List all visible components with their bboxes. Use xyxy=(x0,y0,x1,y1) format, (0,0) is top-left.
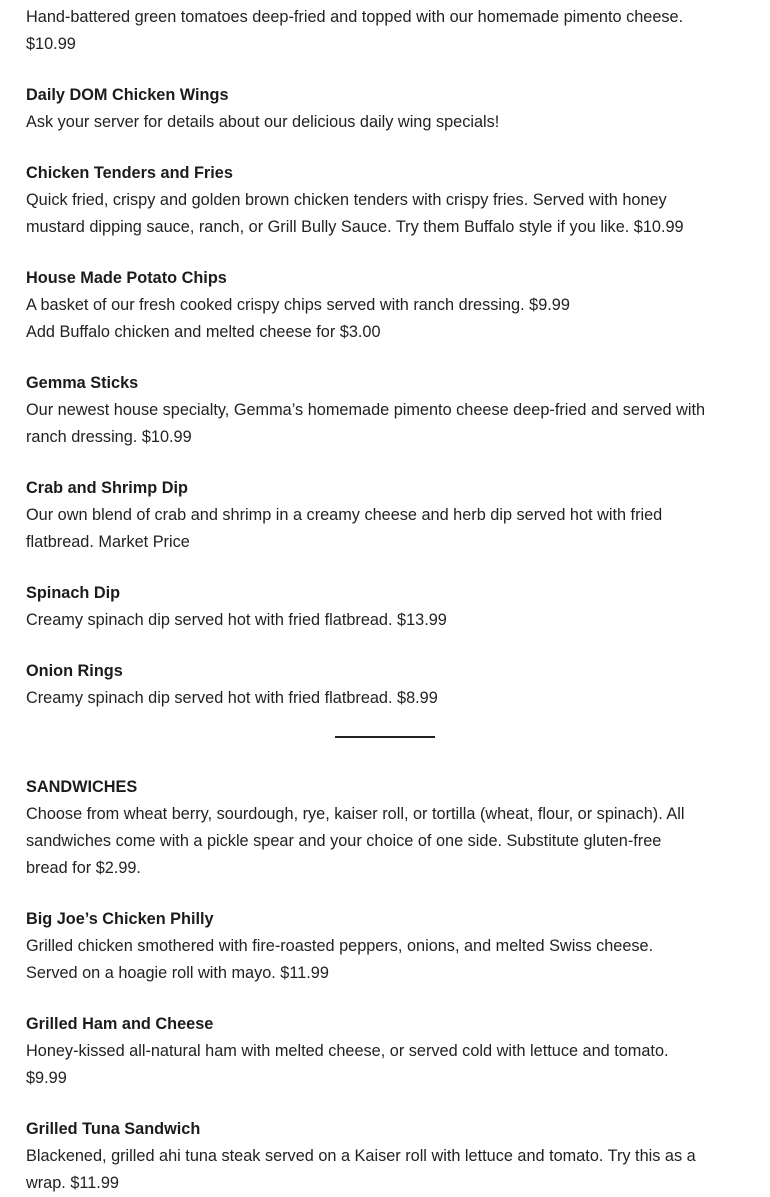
menu-item-description: mustard dipping sauce, ranch, or Grill Bully Sauce. Try them Buffalo style if you like. $10.99 xyxy=(26,218,684,236)
section-divider-wrap xyxy=(26,736,744,774)
section-description: bread for $2.99. xyxy=(26,859,141,877)
appetizer-intro xyxy=(26,0,744,58)
menu-item-grilled-tuna-sandwich xyxy=(26,1116,744,1197)
menu-item-description: Blackened, grilled ahi tuna steak served on a Kaiser roll with lettuce and tomato. Try this as a xyxy=(26,1147,696,1165)
menu-item-description: Served on a hoagie roll with mayo. $11.99 xyxy=(26,964,329,982)
section-description: Choose from wheat berry, sourdough, rye, kaiser roll, or tortilla (wheat, flour, or spinach). All xyxy=(26,805,685,823)
menu-item-addon: Add Buffalo chicken and melted cheese for $3.00 xyxy=(26,323,381,341)
menu-item-description: flatbread. Market Price xyxy=(26,533,190,551)
menu-item-house-made-potato-chips xyxy=(26,265,744,346)
menu-item-description: wrap. $11.99 xyxy=(26,1174,119,1192)
menu-item-title: Gemma Sticks xyxy=(26,374,139,392)
menu-item-title: Grilled Tuna Sandwich xyxy=(26,1120,201,1138)
menu-item-description: Creamy spinach dip served hot with fried flatbread. $13.99 xyxy=(26,611,447,629)
menu-item-title: Spinach Dip xyxy=(26,584,121,602)
menu-item-title: Crab and Shrimp Dip xyxy=(26,479,188,497)
menu-item-description: $9.99 xyxy=(26,1069,67,1087)
menu-item-description: A basket of our fresh cooked crispy chips served with ranch dressing. $9.99 xyxy=(26,296,570,314)
menu-item-description: Our own blend of crab and shrimp in a creamy cheese and herb dip served hot with fried xyxy=(26,506,663,524)
sandwiches-section-header xyxy=(26,774,744,882)
menu-item-description: Quick fried, crispy and golden brown chicken tenders with crispy fries. Served with honey xyxy=(26,191,667,209)
section-heading: SANDWICHES xyxy=(26,778,138,796)
menu-item-big-joes-chicken-philly xyxy=(26,906,744,987)
menu-item-title: Chicken Tenders and Fries xyxy=(26,164,233,182)
menu-item-description: Creamy spinach dip served hot with fried flatbread. $8.99 xyxy=(26,689,438,707)
menu-item-description: Honey-kissed all-natural ham with melted cheese, or served cold with lettuce and tomato. xyxy=(26,1042,669,1060)
menu-item-title: Big Joe’s Chicken Philly xyxy=(26,910,214,928)
menu-item-title: Onion Rings xyxy=(26,662,123,680)
menu-item-crab-and-shrimp-dip xyxy=(26,475,744,556)
menu-item-grilled-ham-and-cheese xyxy=(26,1011,744,1092)
section-description: sandwiches come with a pickle spear and your choice of one side. Substitute gluten-free xyxy=(26,832,662,850)
menu-item-title: House Made Potato Chips xyxy=(26,269,227,287)
menu-item-description: Ask your server for details about our delicious daily wing specials! xyxy=(26,113,500,131)
menu-item-daily-dom-chicken-wings xyxy=(26,82,744,136)
description-line: Hand-battered green tomatoes deep-fried and topped with our homemade pimento cheese. xyxy=(26,8,684,26)
appetizer-intro-description xyxy=(26,4,744,58)
menu-item-chicken-tenders-and-fries xyxy=(26,160,744,241)
menu-item-description: Our newest house specialty, Gemma’s homemade pimento cheese deep-fried and served with xyxy=(26,401,706,419)
menu-item-spinach-dip xyxy=(26,580,744,634)
menu-item-title: Grilled Ham and Cheese xyxy=(26,1015,214,1033)
menu-item-title: Daily DOM Chicken Wings xyxy=(26,86,229,104)
section-divider xyxy=(335,736,435,738)
menu-item-gemma-sticks xyxy=(26,370,744,451)
menu-item-description: ranch dressing. $10.99 xyxy=(26,428,192,446)
menu-item-onion-rings xyxy=(26,658,744,712)
price-line: $10.99 xyxy=(26,35,76,53)
menu-item-description: Grilled chicken smothered with fire-roasted peppers, onions, and melted Swiss cheese. xyxy=(26,937,654,955)
